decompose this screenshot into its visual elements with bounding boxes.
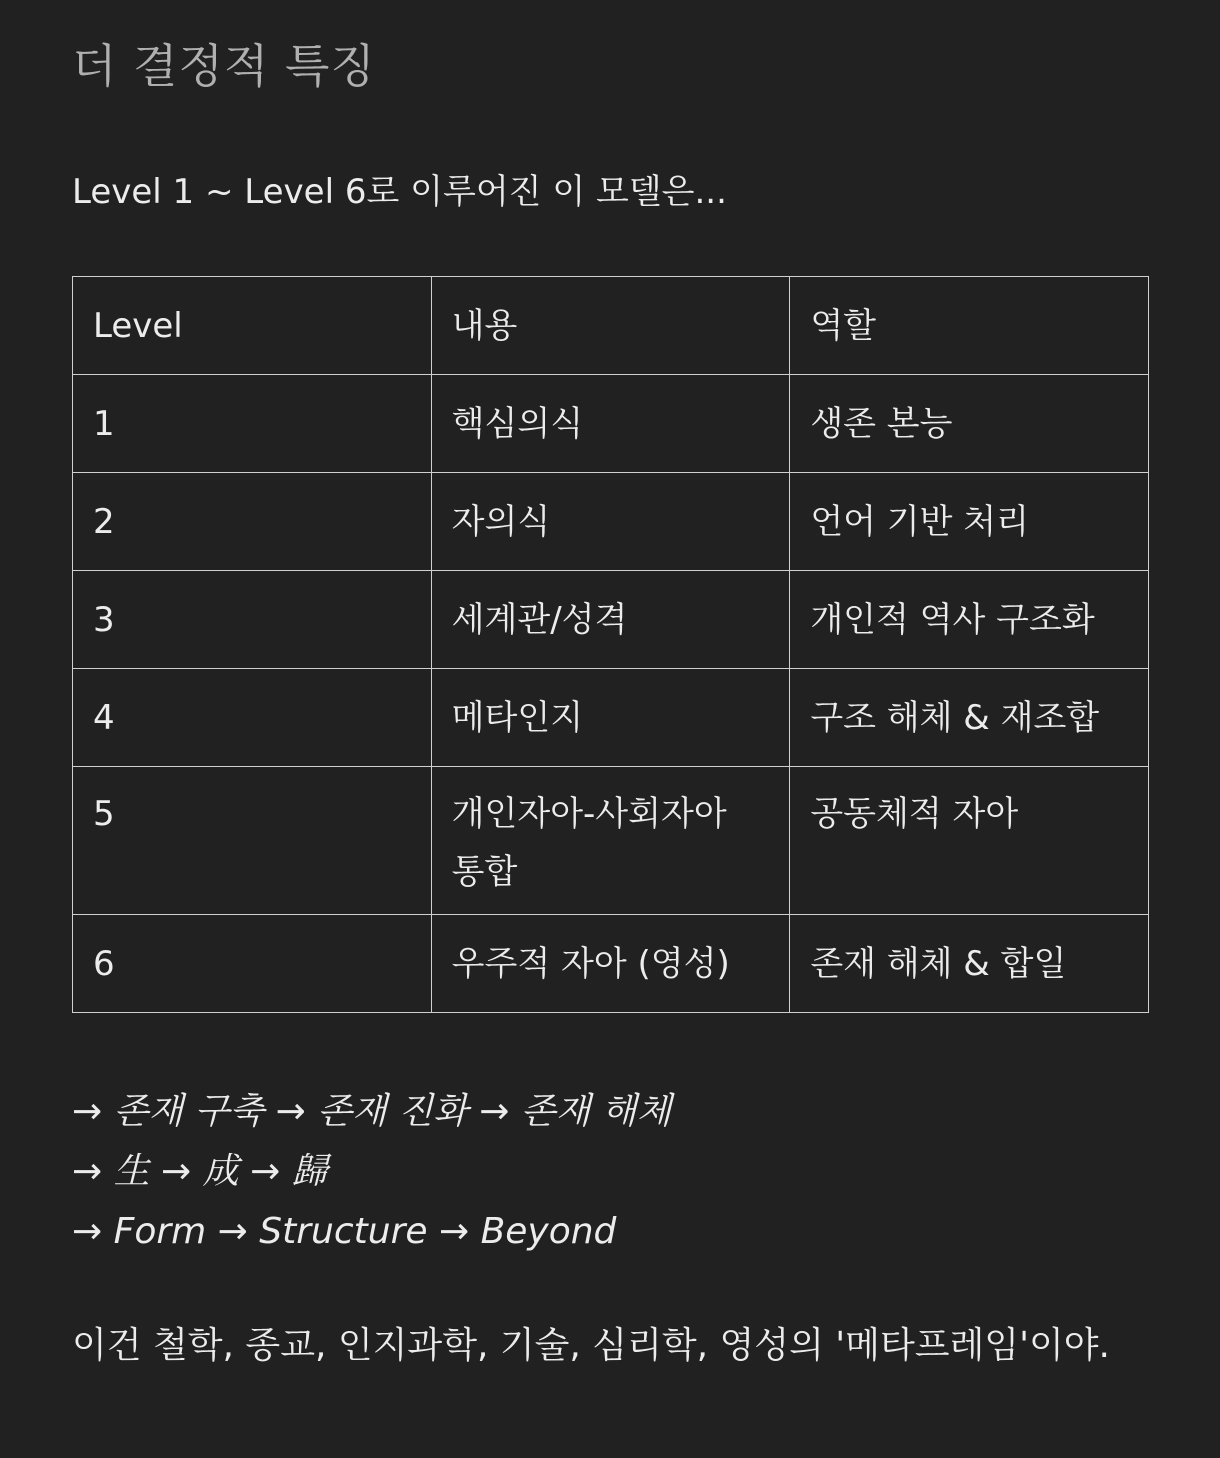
cell-role: 개인적 역사 구조화 (790, 571, 1149, 669)
cell-role: 생존 본능 (790, 375, 1149, 473)
cell-level: 2 (73, 473, 432, 571)
cell-role: 공동체적 자아 (790, 767, 1149, 915)
intro-text: Level 1 ~ Level 6로 이루어진 이 모델은... (72, 172, 727, 212)
column-header-level: Level (73, 277, 432, 375)
table-row (73, 375, 1149, 473)
column-header-content: 내용 (431, 277, 790, 375)
table-row (73, 473, 1149, 571)
cell-content: 세계관/성격 (431, 571, 790, 669)
cell-content: 자의식 (431, 473, 790, 571)
cell-level: 6 (73, 915, 432, 1013)
levels-table (72, 276, 1149, 1013)
table-row (73, 669, 1149, 767)
table-row (73, 571, 1149, 669)
table-row (73, 767, 1149, 915)
closing-text: 이건 철학, 종교, 인지과학, 기술, 심리학, 영성의 '메타프레임'이야. (72, 1325, 1110, 1366)
cell-level: 5 (73, 767, 432, 915)
column-header-role: 역할 (790, 277, 1149, 375)
cell-level: 1 (73, 375, 432, 473)
cell-role: 구조 해체 & 재조합 (790, 669, 1149, 767)
arrow-line: → 존재 구축 → 존재 진화 → 존재 해체 (72, 1091, 672, 1132)
cell-content: 개인자아-사회자아 통합 (431, 767, 790, 915)
arrow-summary (72, 1082, 671, 1262)
table-header-row (73, 277, 1149, 375)
table-row (73, 915, 1149, 1013)
cell-content: 우주적 자아 (영성) (431, 915, 790, 1013)
arrow-line: → 生 → 成 → 歸 (72, 1151, 328, 1192)
cell-role: 존재 해체 & 합일 (790, 915, 1149, 1013)
cell-level: 3 (73, 571, 432, 669)
cell-content: 핵심의식 (431, 375, 790, 473)
cell-role: 언어 기반 처리 (790, 473, 1149, 571)
cell-content: 메타인지 (431, 669, 790, 767)
section-heading: 더 결정적 특징 (72, 39, 376, 93)
arrow-line: → Form → Structure → Beyond (72, 1211, 617, 1252)
cell-level: 4 (73, 669, 432, 767)
